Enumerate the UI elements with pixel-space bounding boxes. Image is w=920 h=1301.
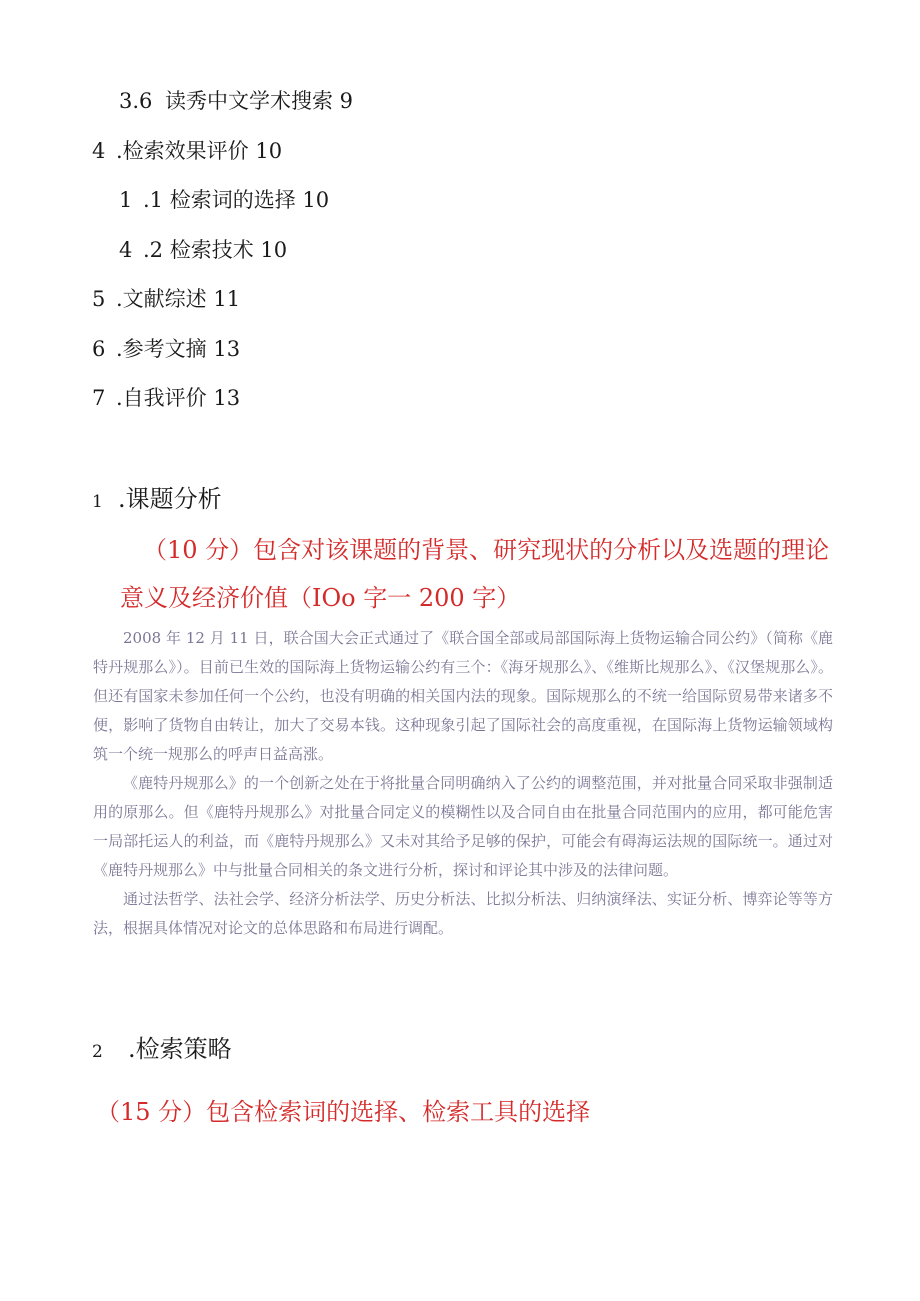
toc-entry-number: 3.6: [119, 89, 153, 113]
toc-entry-3-6: [119, 89, 353, 113]
toc-entry-number: 6: [92, 337, 106, 361]
toc-entry-5: [92, 287, 240, 311]
section-1-requirement-line-1: （10 分）包含对该课题的背景、研究现状的分析以及选题的理论: [143, 536, 830, 564]
toc-entry-4: [92, 139, 282, 163]
toc-entry-text: 读秀中文学术搜索 9: [165, 89, 354, 113]
toc-entry-text: .文献综述 11: [116, 287, 241, 311]
toc-entry-4-2: [119, 238, 287, 262]
section-number: 1: [92, 492, 103, 512]
toc-entry-number: 4: [92, 139, 106, 163]
toc-entry-text: .检索效果评价 10: [116, 139, 283, 163]
section-2-requirement: （15 分）包含检索词的选择、检索工具的选择: [96, 1098, 591, 1126]
section-title: .课题分析: [118, 485, 222, 513]
section-1-heading: [92, 485, 222, 516]
toc-entry-6: [92, 337, 240, 361]
toc-entry-number: 7: [92, 386, 106, 410]
body-paragraph: 《鹿特丹规那么》的一个创新之处在于将批量合同明确纳入了公约的调整范围，并对批量合同采取非强制适用的原那么。但《鹿特丹规那么》对批量合同定义的模糊性以及合同自由在批量合同范围内的应用，都可能危害一局部托运人的利益，而《鹿特丹规那么》又未对其给予足够的保护，可能会有碍海运法规的国际统一。通过对《鹿特丹规那么》中与批量合同相关的条文进行分析，探讨和评论其中涉及的法律问题。: [93, 774, 833, 879]
body-paragraph: 2008 年 12 月 11 日，联合国大会正式通过了《联合国全部或局部国际海上货物运输合同公约》（简称《鹿特丹规那么》）。目前已生效的国际海上货物运输公约有三个：《海牙规那么》、《维斯比规那么》、《汉堡规那么》。但还有国家未参加任何一个公约，也没有明确的相关国内法的现象。国际规那么的不统一给国际贸易带来诸多不便，影响了货物自由转让，加大了交易本钱。这种现象引起了国际社会的高度重视，在国际海上货物运输领域构筑一个统一规那么的呼声日益高涨。: [93, 629, 833, 763]
toc-entry-text: .2 检索技术 10: [143, 238, 288, 262]
section-number: 2: [92, 1042, 103, 1062]
toc-entry-4-1: [119, 188, 329, 212]
section-2-heading: [92, 1035, 232, 1066]
section-title: .检索策略: [128, 1035, 232, 1063]
section-1-body: [93, 624, 833, 943]
toc-entry-number: 4: [119, 238, 133, 262]
toc-entry-7: [92, 386, 240, 410]
toc-entry-text: .参考文摘 13: [116, 337, 241, 361]
body-paragraph: 通过法哲学、法社会学、经济分析法学、历史分析法、比拟分析法、归纳演绎法、实证分析、博弈论等等方法，根据具体情况对论文的总体思路和布局进行调配。: [93, 890, 833, 937]
section-1-requirement-line-2: 意义及经济价值（IOo 字一 200 字）: [120, 584, 521, 612]
toc-entry-number: 5: [92, 287, 106, 311]
toc-entry-text: .自我评价 13: [116, 386, 241, 410]
toc-entry-number: 1: [119, 188, 133, 212]
toc-entry-text: .1 检索词的选择 10: [143, 188, 330, 212]
